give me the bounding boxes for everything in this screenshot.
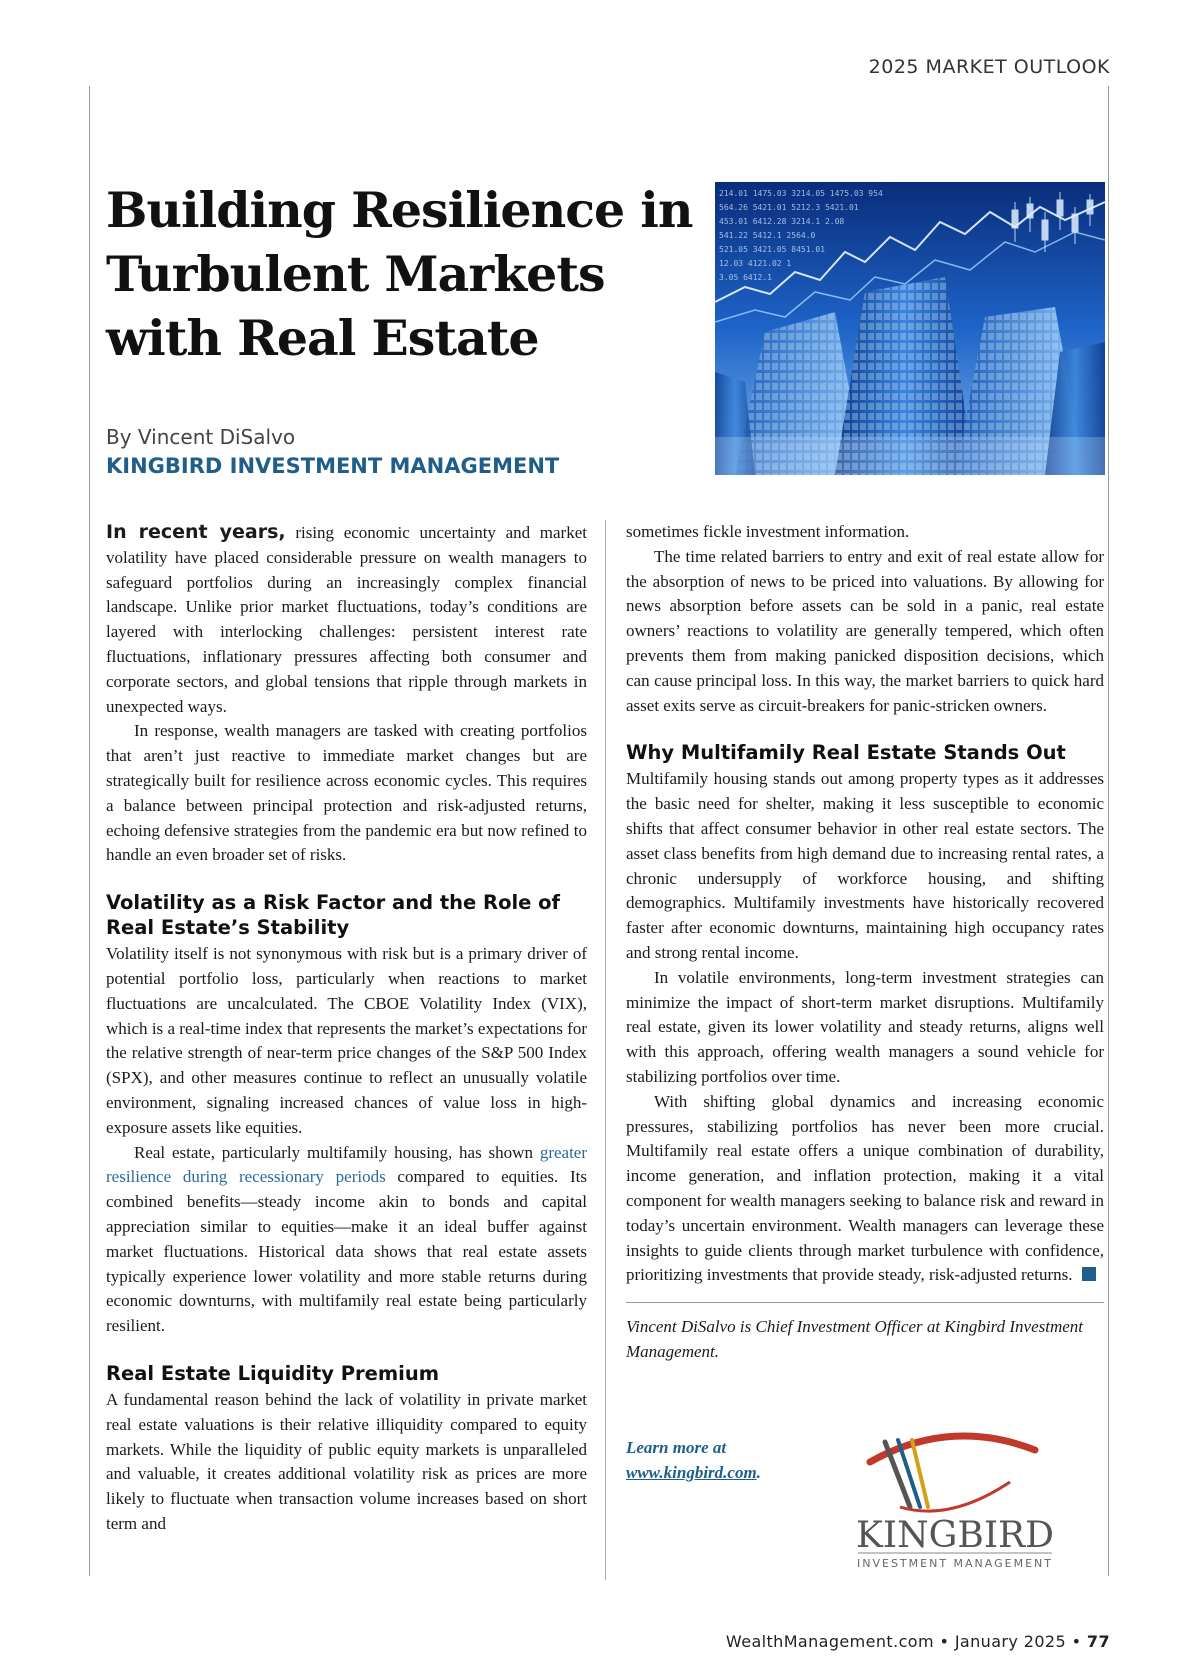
ticker-row: 453.01 6412.28 3214.1 2.08 (719, 217, 845, 226)
left-margin-rule (89, 86, 90, 1576)
section-heading-multifamily: Why Multifamily Real Estate Stands Out (626, 741, 1066, 765)
paragraph-text: Real estate, particularly multifamily housing, has shown (134, 1142, 540, 1162)
learn-more (626, 1435, 806, 1485)
footer-issue: January 2025 (954, 1632, 1067, 1651)
body-paragraph: Multifamily housing stands out among property types as it addresses the basic need for shelter, making it less susceptible to economic shifts that affect consumer behavior in other real estate sectors. The asset class benefits from high demand due to increasing rental rates, a chronic undersupply of workforce housing, and shifting demographics. Multifamily investments have historically recovered faster after economic downturns, maintaining high occupancy rates and strong rental income. (626, 769, 1104, 962)
learn-more-label: Learn more at (626, 1438, 727, 1457)
ticker-row: 3.05 6412.1 (719, 273, 772, 282)
city-buildings-market-chart-image (715, 182, 1105, 475)
lead-in: In recent years, (106, 521, 286, 543)
section-heading-liquidity: Real Estate Liquidity Premium (106, 1361, 440, 1385)
body-paragraph: sometimes fickle investment information. (626, 522, 910, 541)
hero-image (715, 182, 1105, 475)
body-paragraph (106, 520, 587, 719)
column-divider (605, 520, 606, 1580)
body-paragraph: A fundamental reason behind the lack of volatility in private market real estate valuations is their relative illiquidity compared to equity markets. While the liquidity of public equity markets is unparalleled and valuable, it creates additional volatility risk as prices are more likely to fluctuate when transaction volume increases based on short term and (106, 1389, 587, 1533)
page-footer (726, 1632, 1110, 1651)
ticker-row: 12.03 4121.02 1 (719, 259, 792, 268)
bio-divider (626, 1302, 1104, 1303)
end-of-article-mark (1082, 1267, 1096, 1281)
ticker-row: 564.26 5421.01 5212.3 5421.01 (719, 203, 859, 212)
body-paragraph: In response, wealth managers are tasked with creating portfolios that aren’t just reactive to immediate market changes but are strategically built for resilience across economic cycles. This requires a balance between principal protection and risk-adjusted returns, echoing defensive strategies from the pandemic era but now refined to handle an even broader set of risks. (106, 721, 587, 865)
learn-more-suffix: . (756, 1463, 761, 1482)
kingbird-bird-icon (840, 1412, 1070, 1572)
section-heading-volatility: Volatility as a Risk Factor and the Role of Real Estate’s Stability (106, 891, 561, 940)
body-paragraph: Volatility itself is not synonymous with risk but is a primary driver of potential portfolio loss, particularly when reactions to market fluctuations are uncalculated. The CBOE Volatility Index (VIX), which is a real-time index that represents the market’s expectations for the relative strength of near-term price changes of the S&P 500 Index (SPX), and other measures continue to reflect an unusually volatile environment, signaling increased chances of value loss in high-exposure assets like equities. (106, 944, 587, 1137)
body-paragraph: The time related barriers to entry and exit of real estate allow for the absorption of news to be priced into valuations. By allowing for news absorption before assets can be sold in a panic, real estate owners’ reactions to volatility are generally tempered, which often prevents them from making panicked disposition decisions, which can cause principal loss. In this way, the market barriers to quick hard asset exits serve as circuit-breakers for panic-stricken owners. (626, 546, 1104, 715)
ticker-row: 214.01 1475.03 3214.05 1475.03 954 (719, 189, 883, 198)
page-number: 77 (1086, 1632, 1110, 1651)
paragraph-text: rising economic uncertainty and market volatility have placed considerable pressure on wealth managers to safeguard portfolios during an increasingly complex financial landscape. Unlike prior market fluctuations, today’s conditions are layered with interlocking challenges: persistent interest rate fluctuations, inflationary pressures affecting both consumer and corporate sectors, and global tensions that ripple through markets in unexpected ways. (106, 523, 587, 716)
footer-site: WealthManagement.com (725, 1632, 934, 1651)
logo-tagline: INVESTMENT MANAGEMENT (857, 1557, 1053, 1570)
paragraph-text: With shifting global dynamics and increasing economic pressures, stabilizing portfolios has never been more crucial. Multifamily real estate offers a unique combination of durability, income generation, and inflation protection, making it a vital component for wealth managers seeking to balance risk and reward in today’s uncertain environment. Wealth managers can leverage these insights to guide clients through market turbulence with confidence, prioritizing investments that provide steady, risk-adjusted returns. (626, 1091, 1104, 1285)
footer-separator: • (939, 1632, 950, 1651)
footer-separator: • (1071, 1632, 1082, 1651)
ticker-row: 541.22 5412.1 2564.0 (719, 231, 816, 240)
kingbird-website-link[interactable]: www.kingbird.com (626, 1463, 757, 1482)
section-tag: 2025 MARKET OUTLOOK (868, 56, 1110, 78)
ticker-row: 521.05 3421.05 8451.01 (719, 245, 825, 254)
author-bio: Vincent DiSalvo is Chief Investment Officer at Kingbird Investment Management. (626, 1317, 1084, 1361)
author-organization: KINGBIRD INVESTMENT MANAGEMENT (106, 454, 560, 478)
body-paragraph (106, 1141, 587, 1339)
logo-wordmark: KINGBIRD (855, 1515, 1055, 1556)
body-paragraph (626, 1090, 1104, 1288)
text-column-left (106, 520, 587, 1537)
article-headline: Building Resilience in Turbulent Markets with Real Estate (106, 181, 693, 367)
recession-resilience-link[interactable]: greater resilience during recessionary periods (106, 1142, 587, 1187)
right-margin-rule (1108, 86, 1109, 1576)
text-column-right (626, 520, 1104, 1365)
byline: By Vincent DiSalvo (106, 425, 296, 449)
paragraph-text: compared to equities. Its combined benefits—steady income akin to bonds and capital appreciation similar to equities—make it an ideal buffer against market fluctuations. Historical data shows that real estate assets typically experience lower volatility and more stable returns during economic downturns, with multifamily real estate being particularly resilient. (106, 1167, 587, 1336)
kingbird-logo (840, 1412, 1070, 1572)
body-paragraph: In volatile environments, long-term investment strategies can minimize the impact of short-term market disruptions. Multifamily real estate, given its lower volatility and steady returns, aligns well with this approach, offering wealth managers a sound vehicle for stabilizing portfolios over time. (626, 967, 1104, 1086)
